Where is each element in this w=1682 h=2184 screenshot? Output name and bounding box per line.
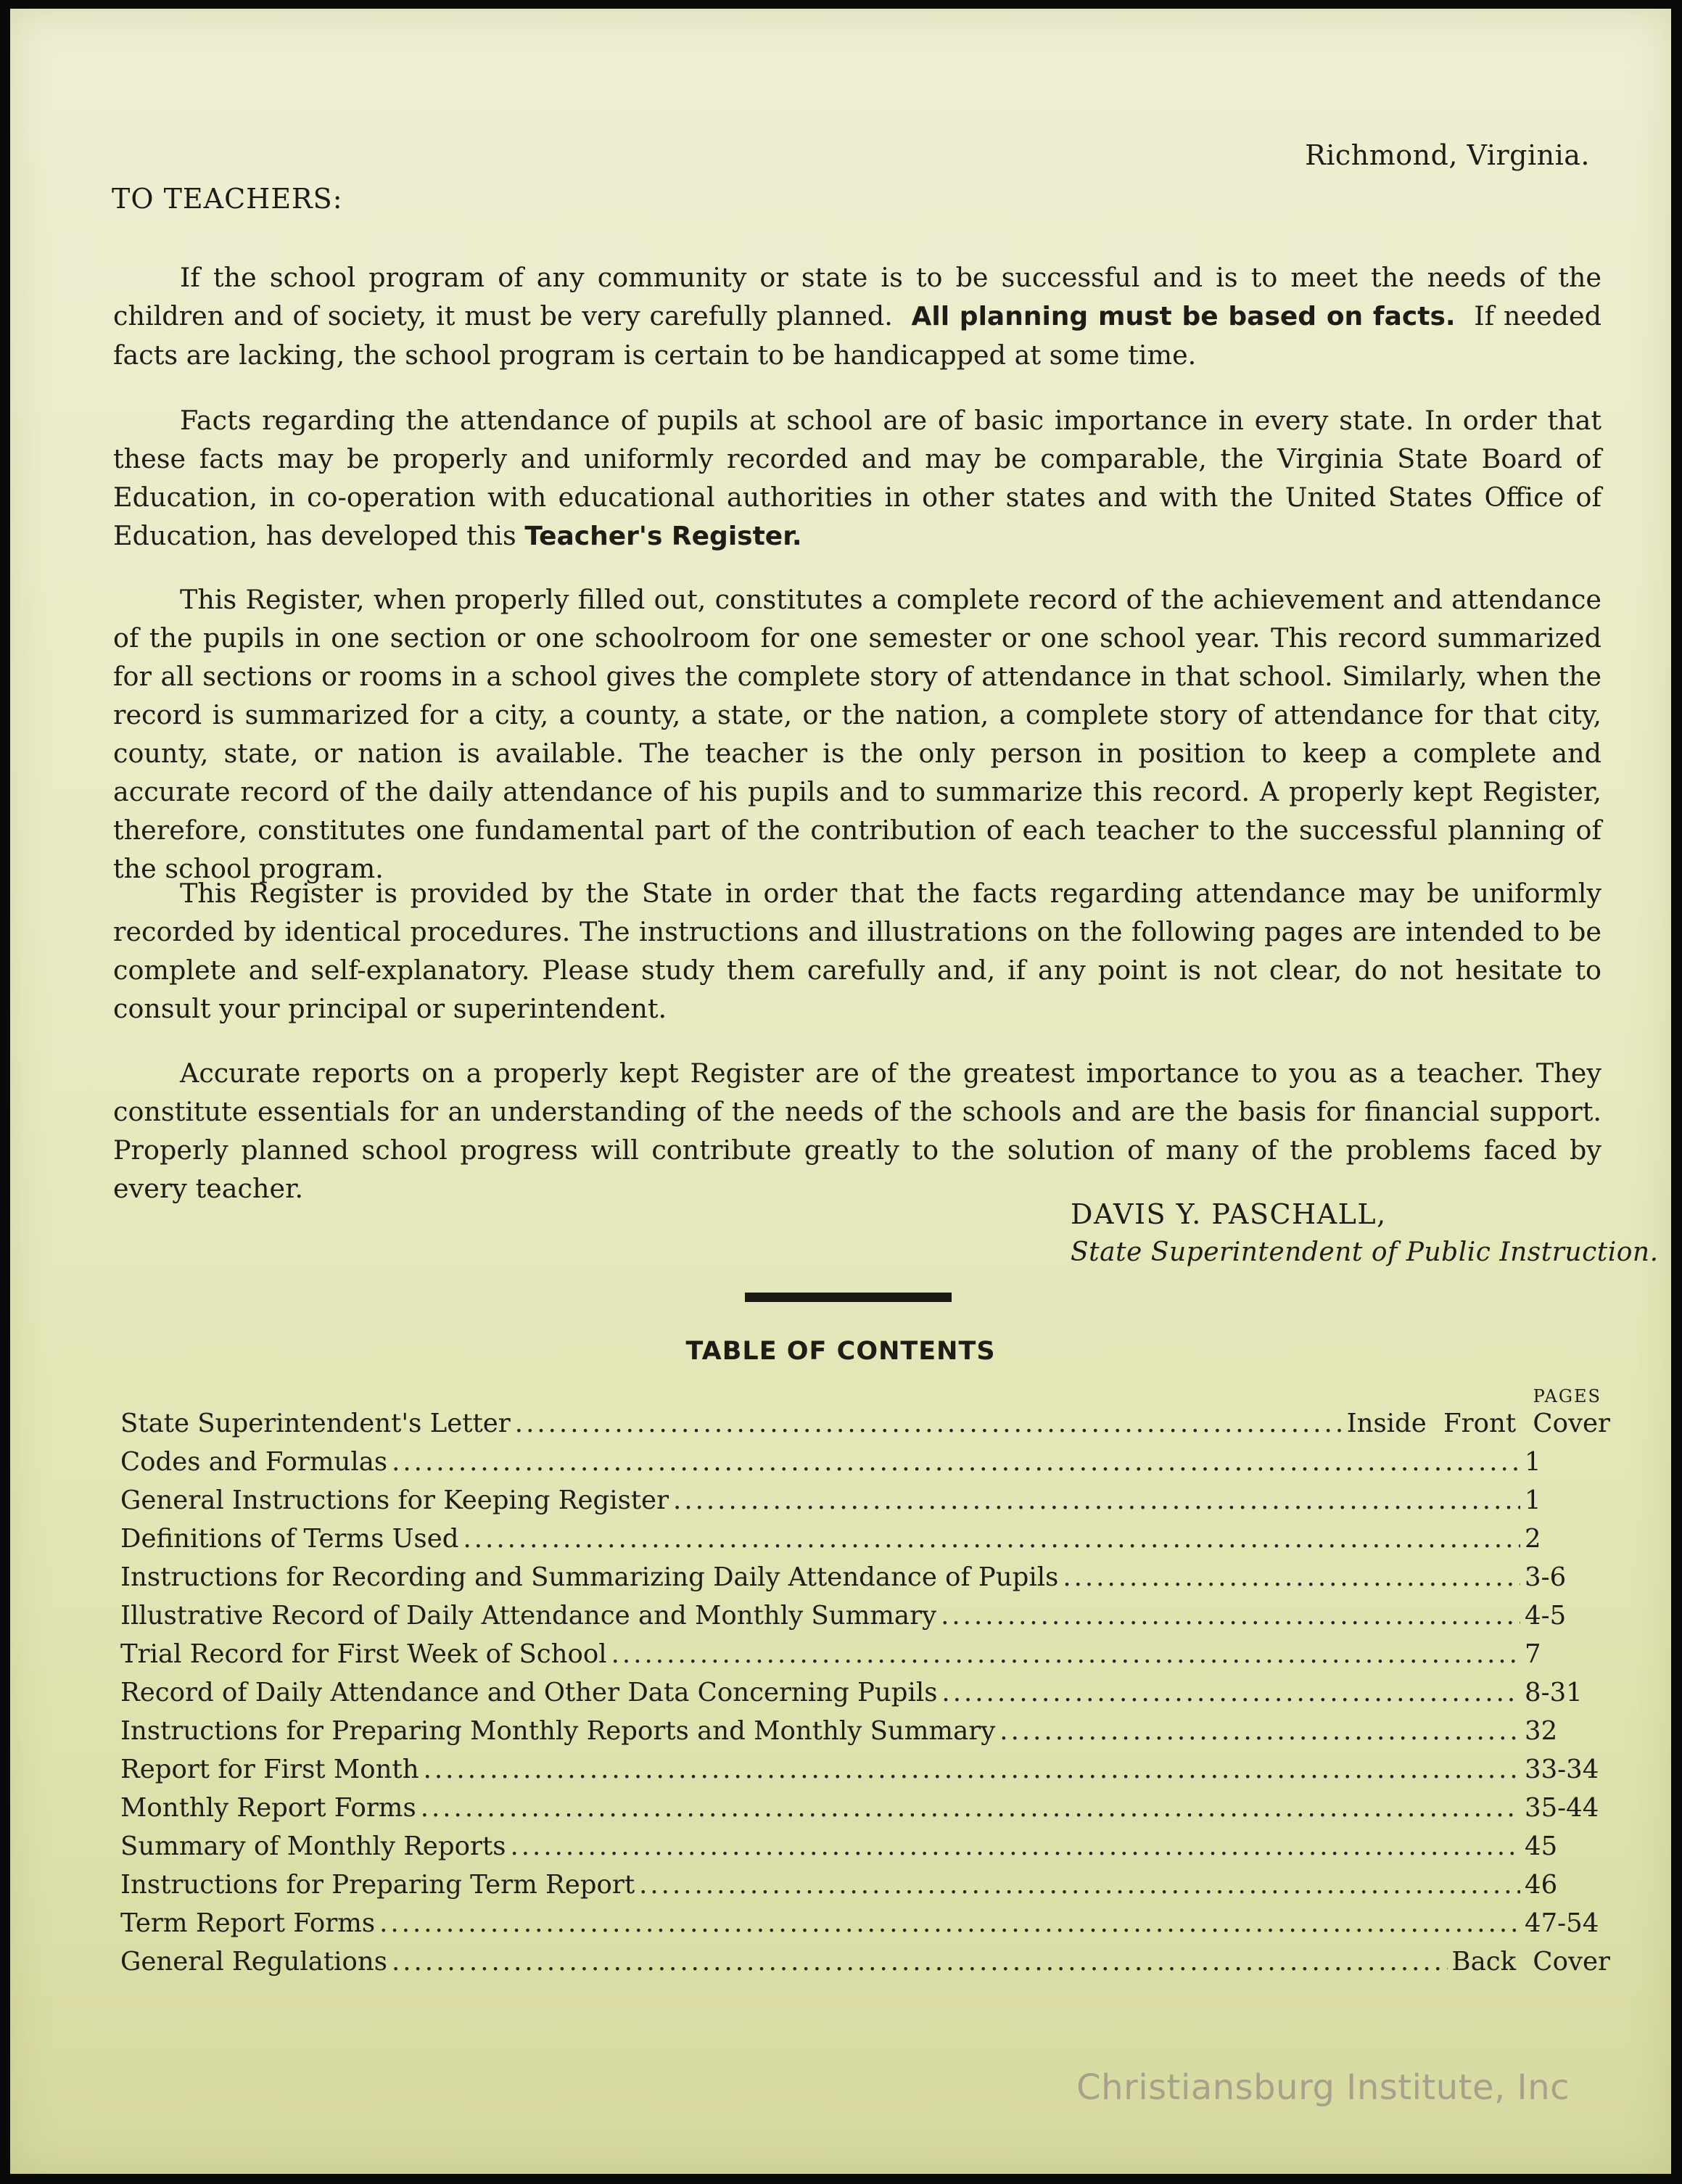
toc-entry-page: 35-44 [1525,1793,1599,1823]
signature-name: DAVIS Y. PASCHALL, [1071,1198,1387,1230]
paragraph-text: If the school program of any community or state is to be successful and is to meet the needs of the children and of society, it must be very carefully planned. [113,262,1601,331]
toc-dot-leader [424,1755,1520,1784]
toc-entry [120,1755,1610,1793]
toc-entry-title: General Instructions for Keeping Register [120,1485,669,1515]
toc-entry-title: Illustrative Record of Daily Attendance and Monthly Summary [120,1601,937,1631]
signature-title: State Superintendent of Public Instruction. [1071,1237,1659,1267]
toc-entry-page: 4-5 [1525,1601,1567,1631]
toc-heading: TABLE OF CONTENTS [685,1337,996,1366]
letter-paragraph-2 [113,401,1601,556]
toc-entry-title: Record of Daily Attendance and Other Data Concerning Pupils [120,1678,938,1707]
toc-dot-leader [941,1678,1520,1707]
toc-entry-title: General Regulations [120,1947,387,1977]
toc-entry-page: 46 [1525,1870,1558,1900]
toc-entry-title: State Superintendent's Letter [120,1409,511,1438]
toc-dot-leader [515,1409,1343,1438]
toc-entry-page: 1 [1525,1485,1541,1515]
toc-entry-page: 45 [1525,1831,1558,1861]
toc-entry [120,1908,1610,1947]
toc-entry [120,1716,1610,1755]
toc-entry-page: Back Cover [1451,1947,1610,1977]
toc-dot-leader [379,1908,1520,1938]
toc-entry [120,1409,1610,1447]
toc-dot-leader [611,1639,1520,1669]
toc-dot-leader [673,1485,1520,1515]
toc-dot-leader [999,1716,1520,1746]
toc-dot-leader [510,1831,1520,1861]
letter-salutation: TO TEACHERS: [112,183,343,215]
paragraph-text: If needed facts are lacking, the school program is certain to be handicapped at some time. [113,300,1601,371]
toc-dot-leader [392,1447,1520,1477]
toc-entry-page: 2 [1525,1524,1541,1554]
toc-entry-title: Trial Record for First Week of School [120,1639,607,1669]
toc-entry-title: Term Report Forms [120,1908,376,1938]
toc-list [120,1409,1610,1985]
toc-entry-title: Instructions for Preparing Term Report [120,1870,635,1900]
toc-entry [120,1793,1610,1831]
toc-dot-leader [463,1524,1520,1554]
letter-location: Richmond, Virginia. [1305,139,1590,171]
toc-dot-leader [941,1601,1520,1631]
archive-watermark: Christiansburg Institute, Inc [1076,2067,1570,2108]
toc-entry-title: Instructions for Recording and Summarizing Daily Attendance of Pupils [120,1562,1059,1592]
toc-dot-leader [1063,1562,1520,1592]
toc-entry [120,1485,1610,1524]
letter-paragraph-5: Accurate reports on a properly kept Register are of the greatest importance to you as a teacher. They constitute essentials for an understanding of the needs of the schools and are the basis for financial support. Properly planned school progress will contribute greatly to the solution of many of the problems faced by every teacher. [113,1058,1601,1204]
toc-entry [120,1639,1610,1678]
toc-entry-page: 8-31 [1525,1678,1583,1707]
toc-entry-page: 3-6 [1525,1562,1567,1592]
toc-dot-leader [639,1870,1520,1900]
toc-entry-page: 47-54 [1525,1908,1599,1938]
section-divider [745,1293,952,1302]
letter-paragraph-4: This Register is provided by the State in order that the facts regarding attendance may be uniformly recorded by identical procedures. The instructions and illustrations on the following pages are intended to be complete and self-explanatory. Please study them carefully and, if any point is not clear, do not hesitate to consult your principal or superintendent. [113,878,1601,1024]
toc-pages-label: PAGES [1533,1386,1601,1406]
toc-entry [120,1678,1610,1716]
toc-entry-page: 1 [1525,1447,1541,1477]
toc-entry-page: 32 [1525,1716,1558,1746]
toc-entry-title: Instructions for Preparing Monthly Reports and Monthly Summary [120,1716,996,1746]
document-page [10,9,1671,2174]
letter-paragraph-3: This Register, when properly filled out, constitutes a complete record of the achievement and attendance of the pupils in one section or one schoolroom for one semester or one school year. This record summarized for all sections or rooms in a school gives the complete story of attendance in that school. Similarly, when the record is summarized for a city, a county, a state, or the nation, a complete story of attendance for that city, county, state, or nation is available. The teacher is the only person in position to keep a complete and accurate record of the daily attendance of his pupils and to summarize this record. A properly kept Register, therefore, constitutes one fundamental part of the contribution of each teacher to the successful planning of the school program. [113,584,1601,884]
toc-entry-title: Codes and Formulas [120,1447,388,1477]
toc-entry-page: 7 [1525,1639,1541,1669]
toc-entry-page: Inside Front Cover [1346,1409,1610,1438]
toc-entry-title: Summary of Monthly Reports [120,1831,506,1861]
toc-entry [120,1524,1610,1562]
toc-entry [120,1947,1610,1985]
toc-dot-leader [392,1947,1448,1977]
paragraph-bold-text: All planning must be based on facts. [911,302,1456,331]
toc-entry-title: Definitions of Terms Used [120,1524,459,1554]
toc-entry [120,1831,1610,1870]
toc-entry [120,1562,1610,1601]
toc-entry [120,1447,1610,1485]
letter-paragraph-1 [113,258,1601,374]
paragraph-text: Facts regarding the attendance of pupils at school are of basic importance in every state. In order that these facts may be properly and uniformly recorded and may be comparable, the Virginia State Board of Education, in co-operation with educational authorities in other states and with the United States Office of Education, has developed this [113,405,1601,551]
toc-entry-page: 33-34 [1525,1755,1599,1784]
toc-dot-leader [421,1793,1520,1823]
toc-entry-title: Report for First Month [120,1755,419,1784]
toc-entry [120,1601,1610,1639]
paragraph-bold-text: Teacher's Register. [524,522,802,551]
toc-entry-title: Monthly Report Forms [120,1793,416,1823]
toc-entry [120,1870,1610,1908]
